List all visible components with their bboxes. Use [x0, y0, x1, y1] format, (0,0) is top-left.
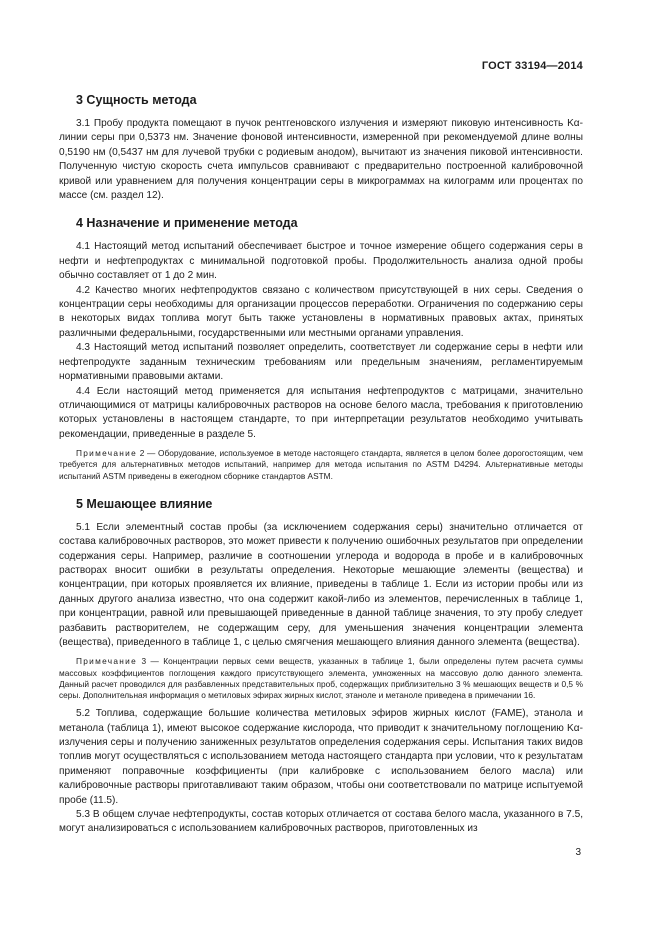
paragraph-4-2: 4.2 Качество многих нефтепродуктов связано с количеством присутствующей в них серы. Сведения о концентрации серы необходимы для организации процессов переработки. Ограничения по содержанию серы в некоторых видах топлива могут быть также установлены в нормативных правовых актах, принятых различными федеральными, государственными или местными органами управления.	[59, 284, 583, 339]
note-2-label: Примечание	[76, 448, 138, 459]
note-3-text: 3 — Концентрации первых семи веществ, указанных в таблице 1, были определены путем расчета суммы массовых коэффициентов поглощения каждого присутствующего элемента, умноженных на массовую долю данного элемента. Данный расчет проводился для разбавленных представительных проб, содержащих приблизительно 3 % мешающих веществ и 0,5 % серы. Дополнительная информация о метиловых эфирах жирных кислот, этаноле и метаноле приведена в примечании 16.	[59, 656, 583, 700]
paragraph-5-2: 5.2 Топлива, содержащие большие количества метиловых эфиров жирных кислот (FAME), этанола и метанола (таблица 1), имеют высокое содержание кислорода, что приводит к значительному поглощению Kα-излучения серы и получению заниженных результатов определения содержания серы. Испытания таких видов топлив могут осуществляться с использованием метода настоящего стандарта при условии, что к результатам применяют поправочные коэффициенты (при калибровке с использованием белого масла) или калибровочные растворы приготавливают таким образом, чтобы они соответствовали по матрице испытуемой пробе (11.5).	[59, 708, 583, 806]
page-content	[59, 92, 583, 837]
section-4-title: 4 Назначение и применение метода	[76, 216, 298, 231]
paragraph-5-1: 5.1 Если элементный состав пробы (за исключением содержания серы) значительно отличается от состава калибровочных растворов, это может привести к получению ошибочных результатов при определении содержания серы. Например, различие в соотношении углерода и водорода в пробе и в калибровочных растворах вносит ошибки в результаты определения. Некоторые мешающие элементы (вещества) и концентрации, при которых проявляется их влияние, приведены в таблице 1. Если из истории пробы или из данных другого анализа известно, что она содержит какой-либо из элементов, перечисленных в таблице 1, при концентрации, равной или превышающей приведенные в данной таблице значения, то эту пробу следует разбавить растворителем, не содержащим серу, для уменьшения значения концентрации элемента (вещества), приведенного в таблице 1, с целью смягчения мешающего влияния данного элемента (вещества).	[59, 521, 583, 648]
note-2-text: 2 — Оборудование, используемое в методе настоящего стандарта, является в целом более дорогостоящим, чем требуется для альтернативных методов испытаний, например для метода испытания по ASTM D4294. Альтернативные методы испытаний ASTM приведены в ежегодном сборнике стандартов ASTM.	[59, 448, 583, 481]
section-5-title: 5 Мешающее влияние	[76, 496, 213, 511]
paragraph-5-3: 5.3 В общем случае нефтепродукты, состав которых отличается от состава белого масла, указанного в 7.5, могут анализироваться с использованием калибровочных растворов, приготовленных из	[59, 809, 583, 835]
paragraph-3-1: 3.1 Пробу продукта помещают в пучок рентгеновского излучения и измеряют пиковую интенсивность Kα-линии серы при 0,5373 нм. Значение фоновой интенсивности, измеренной при рекомендуемой длине волны 0,5190 нм (0,5437 нм для лучевой трубки с родиевым анодом), вычитают из значения пиковой интенсивности. Полученную чистую скорость счета импульсов сравнивают с предварительно построенной калибровочной кривой или уравнением для получения концентрации серы в микрограммах на килограмм или процентах по массе (см. раздел 12).	[59, 118, 583, 202]
page-number: 3	[575, 847, 581, 858]
note-2	[59, 448, 583, 482]
paragraph-4-4: 4.4 Если настоящий метод применяется для испытания нефтепродуктов с матрицами, значительно отличающимися от матрицы калибровочных растворов на основе белого масла, требования к приготовлению которых установлены в настоящем стандарте, то при интерпретации результатов необходимо учитывать рекомендации, приведенные в разделе 5.	[59, 385, 583, 440]
paragraph-4-1: 4.1 Настоящий метод испытаний обеспечивает быстрое и точное измерение общего содержания серы в нефти и нефтепродуктах с минимальной подготовкой пробы. Продолжительность анализа одной пробы обычно составляет от 1 до 2 мин.	[59, 241, 583, 282]
note-3-label: Примечание	[76, 656, 138, 667]
note-3	[59, 656, 583, 701]
paragraph-4-3: 4.3 Настоящий метод испытаний позволяет определить, соответствует ли содержание серы в нефти или нефтепродукте заданным техническим требованиям или предельным значениям, регламентируемым нормативными правовыми актами.	[59, 342, 583, 383]
section-3-title: 3 Сущность метода	[76, 93, 197, 107]
standard-number: ГОСТ 33194—2014	[481, 60, 583, 72]
